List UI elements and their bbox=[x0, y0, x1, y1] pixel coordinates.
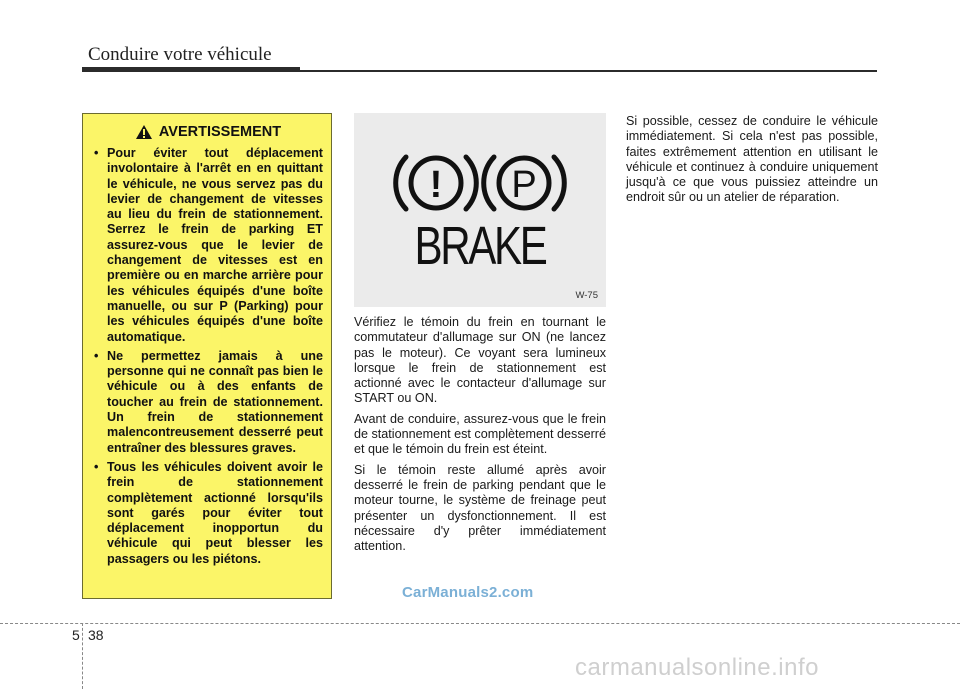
warning-item: • Ne permettez jamais à une personne qui ne connaît pas bien le véhicule ou à des enfants de toucher au frein de stationnement. Un frein de stationnement malencontreusement desserré peut entraîner des blessures graves. bbox=[93, 349, 323, 456]
symbol-parking: P bbox=[511, 164, 537, 206]
page-header-title: Conduire votre véhicule bbox=[88, 44, 272, 65]
warning-heading bbox=[93, 124, 323, 140]
middle-column bbox=[354, 315, 606, 559]
header-rule-thin bbox=[300, 70, 877, 72]
brake-warning-symbols-icon bbox=[354, 113, 606, 223]
right-column bbox=[626, 114, 878, 211]
page-number: 38 bbox=[88, 627, 104, 643]
warning-box bbox=[82, 113, 332, 599]
warning-triangle-icon bbox=[135, 124, 153, 140]
brake-label: BRAKE bbox=[414, 216, 546, 276]
header-rule-thick bbox=[82, 67, 300, 72]
paragraph: Vérifiez le témoin du frein en tournant le commutateur d'allumage sur ON (ne lancez pas le moteur). Ce voyant sera lumineux lorsque le frein de stationnement est actionné avec le contacteur d'allumage sur START ou ON. bbox=[354, 315, 606, 406]
brake-warning-illustration bbox=[354, 113, 606, 307]
paragraph: Avant de conduire, assurez-vous que le frein de stationnement est complètement desserré et que le témoin du frein est éteint. bbox=[354, 411, 607, 457]
chapter-number: 5 bbox=[72, 627, 80, 643]
illustration-code: W-75 bbox=[575, 290, 598, 301]
paragraph: Si possible, cessez de conduire le véhicule immédiatement. Si cela n'est pas possible, faites extrêmement attention en utilisant le véhicule et continuez à conduire uniquement jusqu'à ce que vous puissiez atteindre un endroit sûr ou un atelier de réparation. bbox=[626, 114, 878, 205]
warning-list bbox=[93, 146, 323, 567]
symbol-exclamation: ! bbox=[429, 164, 443, 206]
paragraph: Si le témoin reste allumé après avoir desserré le frein de parking pendant que le moteur tourne, le système de freinage peut présenter un dysfonctionnement. Il est nécessaire d'y prêter immédiatement attention. bbox=[354, 462, 606, 554]
warning-item: • Pour éviter tout déplacement involontaire à l'arrêt en en quittant le véhicule, ne vous servez pas du levier de changement de vitesses au lieu du frein de stationnement. Serrez le frein de parking ET assurez-vous que le levier de changement de vitesses est en première ou en marche arrière pour les véhicules équipés d'une boîte manuelle, ou sur P (Parking) pour les véhicules équipés d'une boîte automatique. bbox=[93, 146, 323, 345]
warning-item: • Tous les véhicules doivent avoir le frein de stationnement complètement actionné lorsqu'ils sont garés pour éviter tout déplacement inopportun du véhicule qui peut blesser les passagers ou les piétons. bbox=[93, 460, 323, 567]
footer-site-watermark: carmanualsonline.info bbox=[575, 654, 819, 681]
watermark-link[interactable]: CarManuals2.com bbox=[402, 584, 534, 601]
footer-rule bbox=[0, 623, 960, 624]
footer-divider bbox=[82, 623, 83, 689]
warning-heading-text: AVERTISSEMENT bbox=[158, 124, 282, 140]
